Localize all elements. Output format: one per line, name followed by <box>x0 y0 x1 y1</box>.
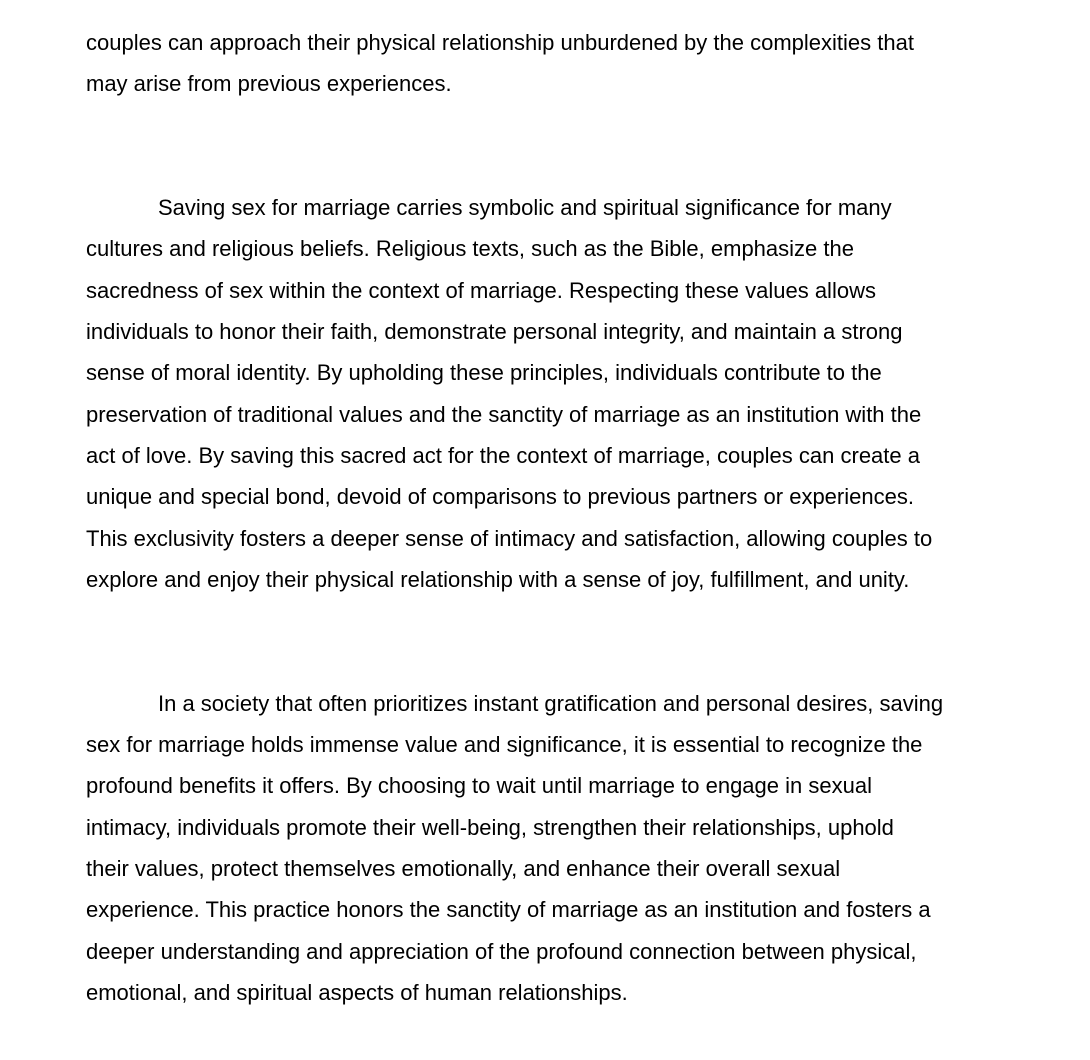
text-line: profound benefits it offers. By choosing to wait until marriage to engage in sexual <box>86 773 872 799</box>
text-line: Saving sex for marriage carries symbolic and spiritual significance for many <box>158 195 892 221</box>
text-line: their values, protect themselves emotionally, and enhance their overall sexual <box>86 855 841 881</box>
paragraph-spacer <box>86 600 1026 683</box>
text-line: experience. This practice honors the sanctity of marriage as an institution and fosters a <box>86 897 931 923</box>
paragraph-spacer <box>86 105 1026 188</box>
text-line: This exclusivity fosters a deeper sense of intimacy and satisfaction, allowing couples to <box>86 525 933 551</box>
paragraph-3 <box>86 683 1026 1013</box>
text-line: cultures and religious beliefs. Religious texts, such as the Bible, emphasize the <box>86 236 854 262</box>
text-line: individuals to honor their faith, demonstrate personal integrity, and maintain a strong <box>86 319 903 345</box>
paragraph-1 <box>86 22 1026 105</box>
text-line: act of love. By saving this sacred act for the context of marriage, couples can create a <box>86 442 920 468</box>
text-line: sex for marriage holds immense value and significance, it is essential to recognize the <box>86 732 923 758</box>
text-line: emotional, and spiritual aspects of human relationships. <box>86 979 628 1005</box>
paragraph-2 <box>86 187 1026 600</box>
text-line: unique and special bond, devoid of comparisons to previous partners or experiences. <box>86 484 914 510</box>
text-line: deeper understanding and appreciation of the profound connection between physical, <box>86 938 917 964</box>
document-page <box>86 22 1026 1013</box>
text-line: In a society that often prioritizes instant gratification and personal desires, saving <box>158 690 944 716</box>
text-line: sense of moral identity. By upholding these principles, individuals contribute to the <box>86 360 882 386</box>
text-line: preservation of traditional values and the sanctity of marriage as an institution with the <box>86 401 922 427</box>
text-line: may arise from previous experiences. <box>86 71 452 97</box>
text-line: intimacy, individuals promote their well-being, strengthen their relationships, uphold <box>86 814 894 840</box>
text-line: sacredness of sex within the context of marriage. Respecting these values allows <box>86 277 876 303</box>
text-line: explore and enjoy their physical relationship with a sense of joy, fulfillment, and unity. <box>86 566 910 592</box>
text-line: couples can approach their physical relationship unburdened by the complexities that <box>86 30 914 55</box>
